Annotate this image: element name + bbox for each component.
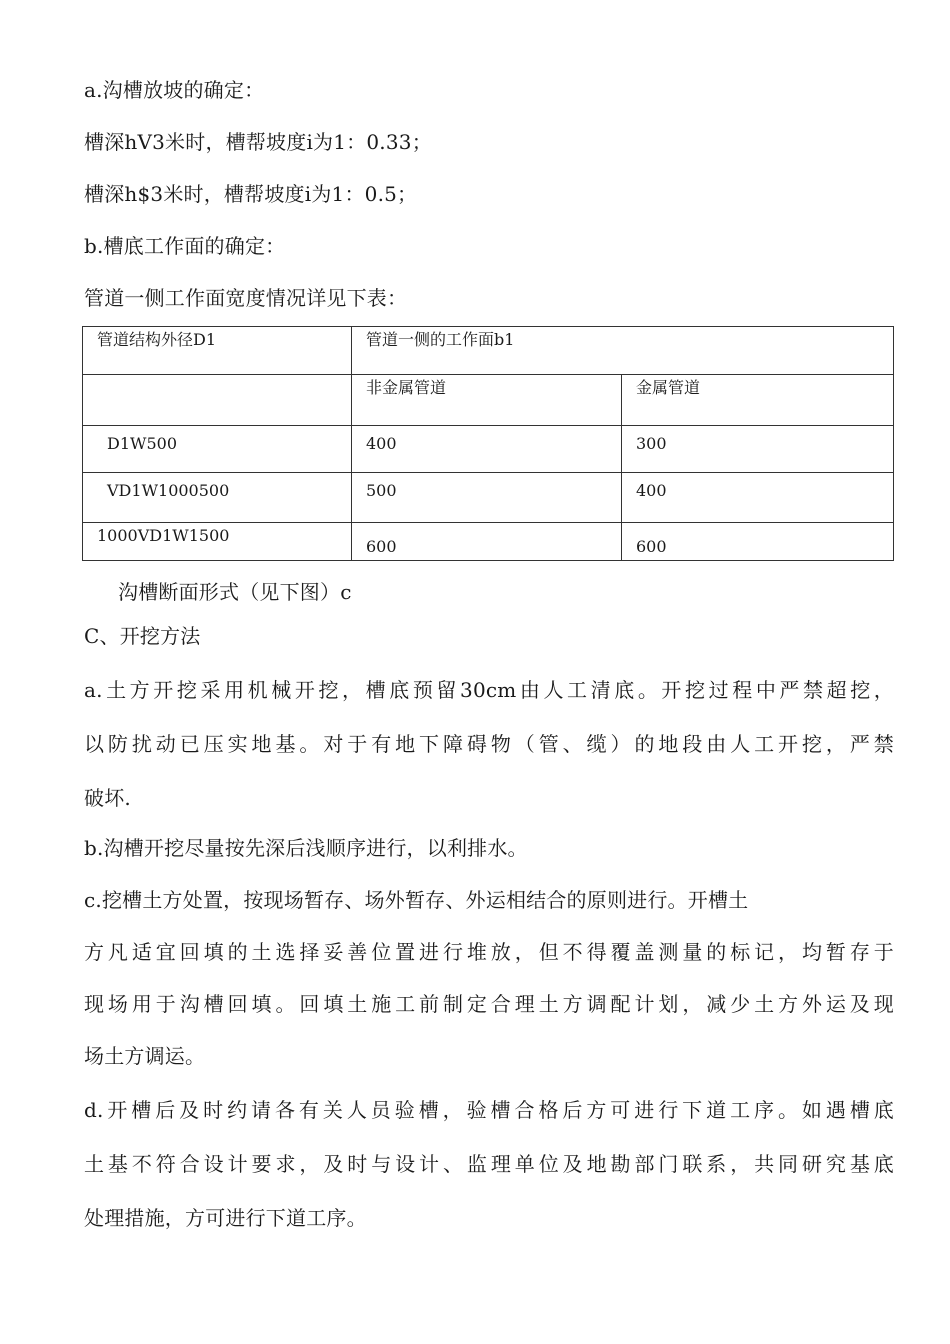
paragraph-a-line: 破坏. [84, 786, 131, 810]
cell-metal: 300 [622, 426, 894, 473]
subheader-empty [83, 375, 352, 426]
slope-rule-shallow: 槽深hV3米时，槽帮坡度i为1：0.33； [84, 130, 432, 154]
paragraph-c-line: 场土方调运。 [84, 1044, 206, 1068]
slope-rule-deep: 槽深h$3米时，槽帮坡度i为1：0.5； [84, 182, 418, 206]
cell-diameter: D1W500 [83, 426, 352, 473]
cell-metal: 600 [622, 523, 894, 561]
paragraph-c-line: 方凡适宜回填的土选择妥善位置进行堆放，但不得覆盖测量的标记，均暂存于 [84, 940, 894, 964]
subheader-metal: 金属管道 [622, 375, 894, 426]
cell-nonmetal: 500 [352, 473, 622, 523]
table-row [83, 473, 894, 523]
method-heading: C、开挖方法 [84, 624, 201, 648]
paragraph-d-line: 土基不符合设计要求，及时与设计、监理单位及地勘部门联系，共同研究基底 [84, 1152, 894, 1176]
header-workface-width: 管道一侧的工作面b1 [352, 327, 894, 375]
table-subheader-row [83, 375, 894, 426]
paragraph-c-line: c.挖槽土方处置，按现场暂存、场外暂存、外运相结合的原则进行。开槽土 [84, 888, 749, 912]
cell-metal: 400 [622, 473, 894, 523]
paragraph-b: b.沟槽开挖尽量按先深后浅顺序进行，以利排水。 [84, 836, 528, 860]
paragraph-a-line: a.土方开挖采用机械开挖，槽底预留30cm由人工清底。开挖过程中严禁超挖， [84, 678, 894, 702]
paragraph-c-line: 现场用于沟槽回填。回填土施工前制定合理土方调配计划，减少土方外运及现 [84, 992, 894, 1016]
workface-heading: b.槽底工作面的确定： [84, 234, 286, 258]
header-pipe-diameter: 管道结构外径D1 [83, 327, 352, 375]
section-caption: 沟槽断面形式（见下图）c [118, 580, 352, 604]
table-row [83, 523, 894, 561]
table-header-row [83, 327, 894, 375]
paragraph-d-line: 处理措施，方可进行下道工序。 [84, 1206, 367, 1230]
subheader-nonmetal: 非金属管道 [352, 375, 622, 426]
table-row [83, 426, 894, 473]
paragraph-a-line: 以防扰动已压实地基。对于有地下障碍物（管、缆）的地段由人工开挖，严禁 [84, 732, 894, 756]
cell-diameter: 1000VD1W1500 [83, 523, 352, 561]
cell-nonmetal: 600 [352, 523, 622, 561]
paragraph-d-line: d.开槽后及时约请各有关人员验槽，验槽合格后方可进行下道工序。如遇槽底 [84, 1098, 894, 1122]
table-intro: 管道一侧工作面宽度情况详见下表： [84, 286, 408, 310]
slope-heading: a.沟槽放坡的确定： [84, 78, 265, 102]
workface-width-table [82, 326, 894, 561]
cell-diameter: VD1W1000500 [83, 473, 352, 523]
cell-nonmetal: 400 [352, 426, 622, 473]
